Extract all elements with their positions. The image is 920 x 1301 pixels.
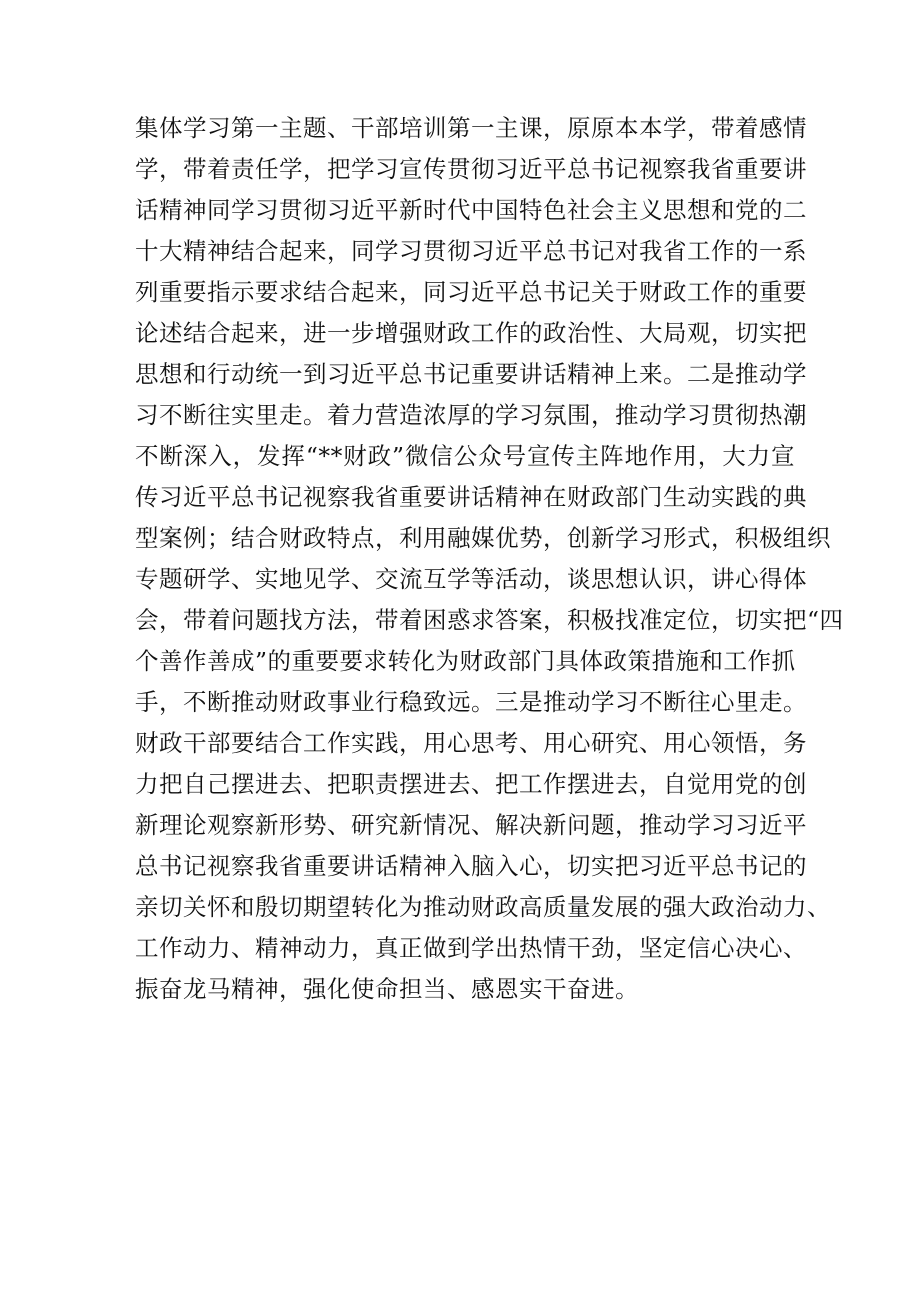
text-line-7: 思想和行动统一到习近平总书记重要讲话精神上来。二是推动学 xyxy=(135,360,807,388)
text-line-10: 传习近平总书记视察我省重要讲话精神在财政部门生动实践的典 xyxy=(135,483,807,511)
text-line-22: 振奋龙马精神，强化使命担当、感恩实干奋进。 xyxy=(135,975,639,1003)
text-line-16: 财政干部要结合工作实践，用心思考、用心研究、用心领悟，务 xyxy=(135,729,807,757)
text-line-18: 新理论观察新形势、研究新情况、解决新问题，推动学习习近平 xyxy=(135,811,807,839)
body-text xyxy=(135,108,844,1010)
text-line-14: 个善作善成”的重要要求转化为财政部门具体政策措施和工作抓 xyxy=(135,647,796,675)
text-line-20: 亲切关怀和殷切期望转化为推动财政高质量发展的强大政治动力、 xyxy=(135,893,831,921)
text-line-17: 力把自己摆进去、把职责摆进去、把工作摆进去，自觉用党的创 xyxy=(135,770,807,798)
text-line-11: 型案例；结合财政特点，利用融媒优势，创新学习形式，积极组织 xyxy=(135,524,831,552)
text-line-4: 十大精神结合起来，同学习贯彻习近平总书记对我省工作的一系 xyxy=(135,237,807,265)
text-line-3: 话精神同学习贯彻习近平新时代中国特色社会主义思想和党的二 xyxy=(135,196,807,224)
text-line-21: 工作动力、精神动力，真正做到学出热情干劲，坚定信心决心、 xyxy=(135,934,807,962)
text-line-12: 专题研学、实地见学、交流互学等活动，谈思想认识，讲心得体 xyxy=(135,565,807,593)
text-line-1: 集体学习第一主题、干部培训第一主课，原原本本学，带着感情 xyxy=(135,114,807,142)
text-line-13: 会，带着问题找方法，带着困惑求答案，积极找准定位，切实把“四 xyxy=(135,606,844,634)
text-line-9: 不断深入，发挥“**财政”微信公众号宣传主阵地作用，大力宣 xyxy=(135,442,795,470)
text-line-15: 手，不断推动财政事业行稳致远。三是推动学习不断往心里走。 xyxy=(135,688,807,716)
text-line-19: 总书记视察我省重要讲话精神入脑入心，切实把习近平总书记的 xyxy=(135,852,807,880)
text-line-5: 列重要指示要求结合起来，同习近平总书记关于财政工作的重要 xyxy=(135,278,807,306)
text-line-6: 论述结合起来，进一步增强财政工作的政治性、大局观，切实把 xyxy=(135,319,807,347)
text-line-8: 习不断往实里走。着力营造浓厚的学习氛围，推动学习贯彻热潮 xyxy=(135,401,807,429)
text-line-2: 学，带着责任学，把学习宣传贯彻习近平总书记视察我省重要讲 xyxy=(135,155,807,183)
